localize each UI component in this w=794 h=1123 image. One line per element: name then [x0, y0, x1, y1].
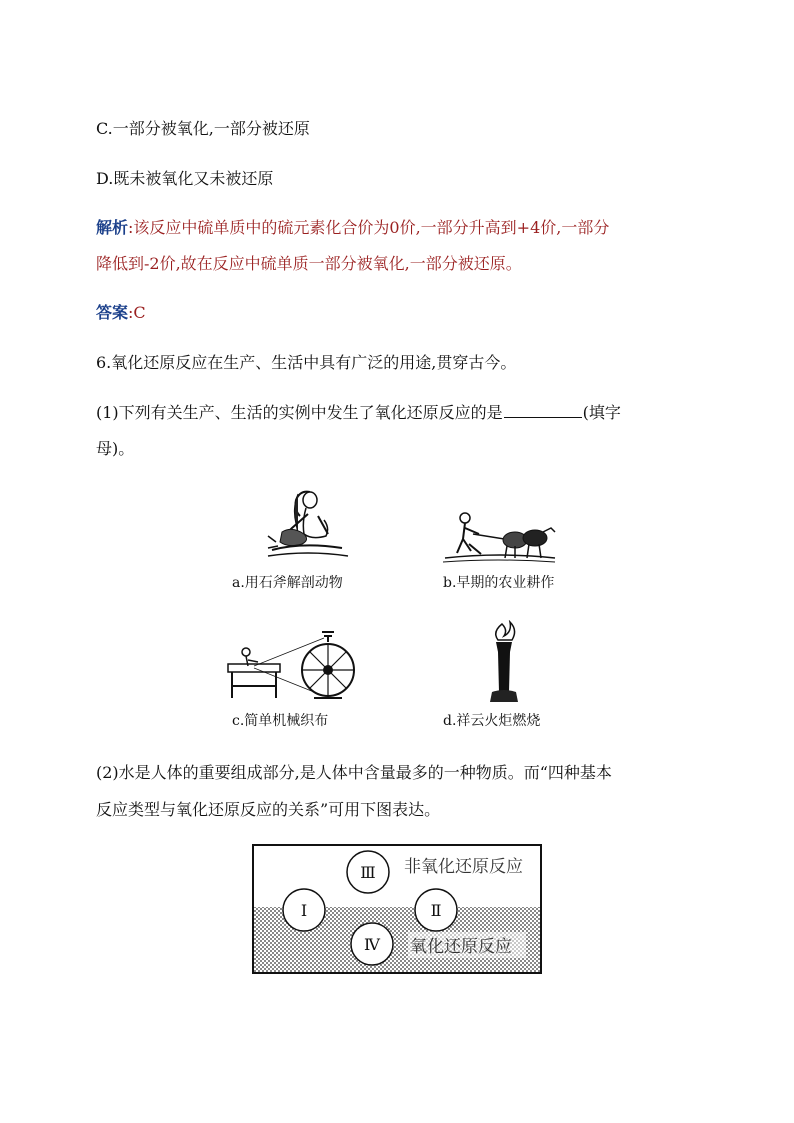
torch-illustration	[484, 620, 524, 704]
answer-blank[interactable]	[504, 402, 582, 418]
non-redox-label: 非氧化还原反应	[404, 857, 523, 877]
stone-axe-illustration	[262, 486, 354, 564]
analysis-line-2: 降低到-2价,故在反应中硫单质一部分被氧化,一部分被还原。	[96, 254, 522, 273]
question-6-part1	[96, 400, 621, 423]
loom-illustration	[224, 628, 364, 702]
question-6-part1-cont: 母)。	[96, 439, 135, 458]
option-d: D.既未被氧化又未被还原	[96, 169, 274, 188]
part1-text-tail: (填字	[582, 403, 621, 422]
answer-label: 答案	[96, 303, 129, 322]
option-c: C.一部分被氧化,一部分被还原	[96, 119, 310, 138]
analysis-text-1: 该反应中硫单质中的硫元素化合价为0价,一部分升高到+4价,一部分	[133, 218, 610, 237]
plough-illustration	[443, 508, 558, 564]
caption-b: b.早期的农业耕作	[443, 575, 555, 591]
part1-text: (1)下列有关生产、生活的实例中发生了氧化还原反应的是	[96, 403, 503, 422]
circle-ii-label: Ⅱ	[430, 901, 442, 920]
circle-iii-label: Ⅲ	[360, 863, 376, 882]
answer-line	[96, 300, 146, 323]
answer-colon: :	[128, 303, 134, 322]
circle-iv-label: Ⅳ	[364, 935, 380, 954]
analysis-line-1	[96, 215, 609, 238]
question-6-part2-line2: 反应类型与氧化还原反应的关系”可用下图表达。	[96, 800, 441, 819]
question-6-stem: 6.氧化还原反应在生产、生活中具有广泛的用途,贯穿古今。	[96, 353, 517, 372]
reaction-type-diagram	[252, 844, 542, 974]
caption-d: d.祥云火炬燃烧	[443, 713, 541, 729]
analysis-label: 解析	[96, 218, 129, 237]
redox-label: 氧化还原反应	[410, 937, 512, 957]
caption-a: a.用石斧解剖动物	[232, 575, 343, 591]
answer-value: C	[133, 303, 146, 322]
question-6-part2-line1: (2)水是人体的重要组成部分,是人体中含量最多的一种物质。而“四种基本	[96, 763, 612, 782]
circle-i-label: Ⅰ	[300, 901, 308, 920]
caption-c: c.简单机械织布	[232, 713, 329, 729]
analysis-colon: :	[128, 218, 134, 237]
